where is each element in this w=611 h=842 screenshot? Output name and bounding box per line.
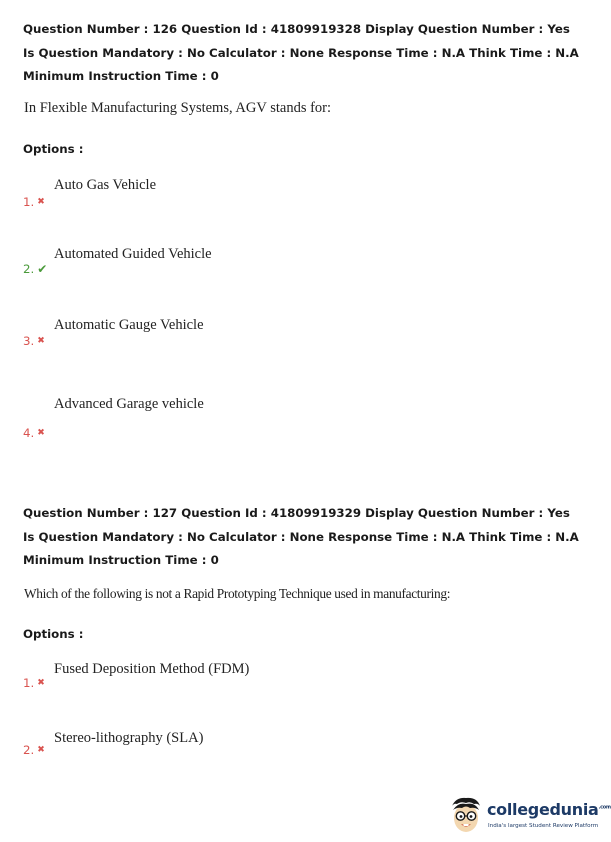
option-number: 4. ✖ <box>23 426 45 440</box>
cross-icon: ✖ <box>37 678 45 688</box>
check-icon: ✔ <box>37 262 48 276</box>
option-text: Advanced Garage vehicle <box>54 396 204 412</box>
option-text: Automatic Gauge Vehicle <box>54 317 204 333</box>
question-text: Which of the following is not a Rapid Prototyping Technique used in manufacturing: <box>24 586 451 601</box>
options-label: Options : <box>23 627 84 641</box>
student-mascot-icon <box>448 796 484 836</box>
brand-tagline: India's largest Student Review Platform <box>488 823 599 829</box>
option-text: Auto Gas Vehicle <box>54 177 157 193</box>
option-number: 2. ✖ <box>23 743 45 757</box>
cross-icon: ✖ <box>37 336 45 346</box>
cross-icon: ✖ <box>37 428 45 438</box>
option-number: 2. ✔ <box>23 262 48 276</box>
brand-name: collegedunia$^{.com}$ <box>487 800 611 819</box>
question-meta: Question Number : 127 Question Id : 41809919329 Display Question Number : Yes Is Question Mandatory : No Calculator : None Response Time : N.A Think Time : N.A Minimum Instruction Time : 0 <box>23 506 579 567</box>
cross-icon: ✖ <box>37 197 45 207</box>
option-number: 1. ✖ <box>23 195 45 209</box>
cross-icon: ✖ <box>37 745 45 755</box>
option-text: Automated Guided Vehicle <box>54 246 212 262</box>
question-meta: Question Number : 126 Question Id : 41809919328 Display Question Number : Yes Is Question Mandatory : No Calculator : None Response Time : N.A Think Time : N.A Minimum Instruction Time : 0 <box>23 22 579 83</box>
option-number: 3. ✖ <box>23 334 45 348</box>
option-text: Fused Deposition Method (FDM) <box>54 661 250 677</box>
options-label: Options : <box>23 142 84 156</box>
option-text: Stereo-lithography (SLA) <box>54 730 204 746</box>
option-number: 1. ✖ <box>23 676 45 690</box>
question-text: In Flexible Manufacturing Systems, AGV stands for: <box>24 100 332 116</box>
collegedunia-logo <box>448 796 611 840</box>
